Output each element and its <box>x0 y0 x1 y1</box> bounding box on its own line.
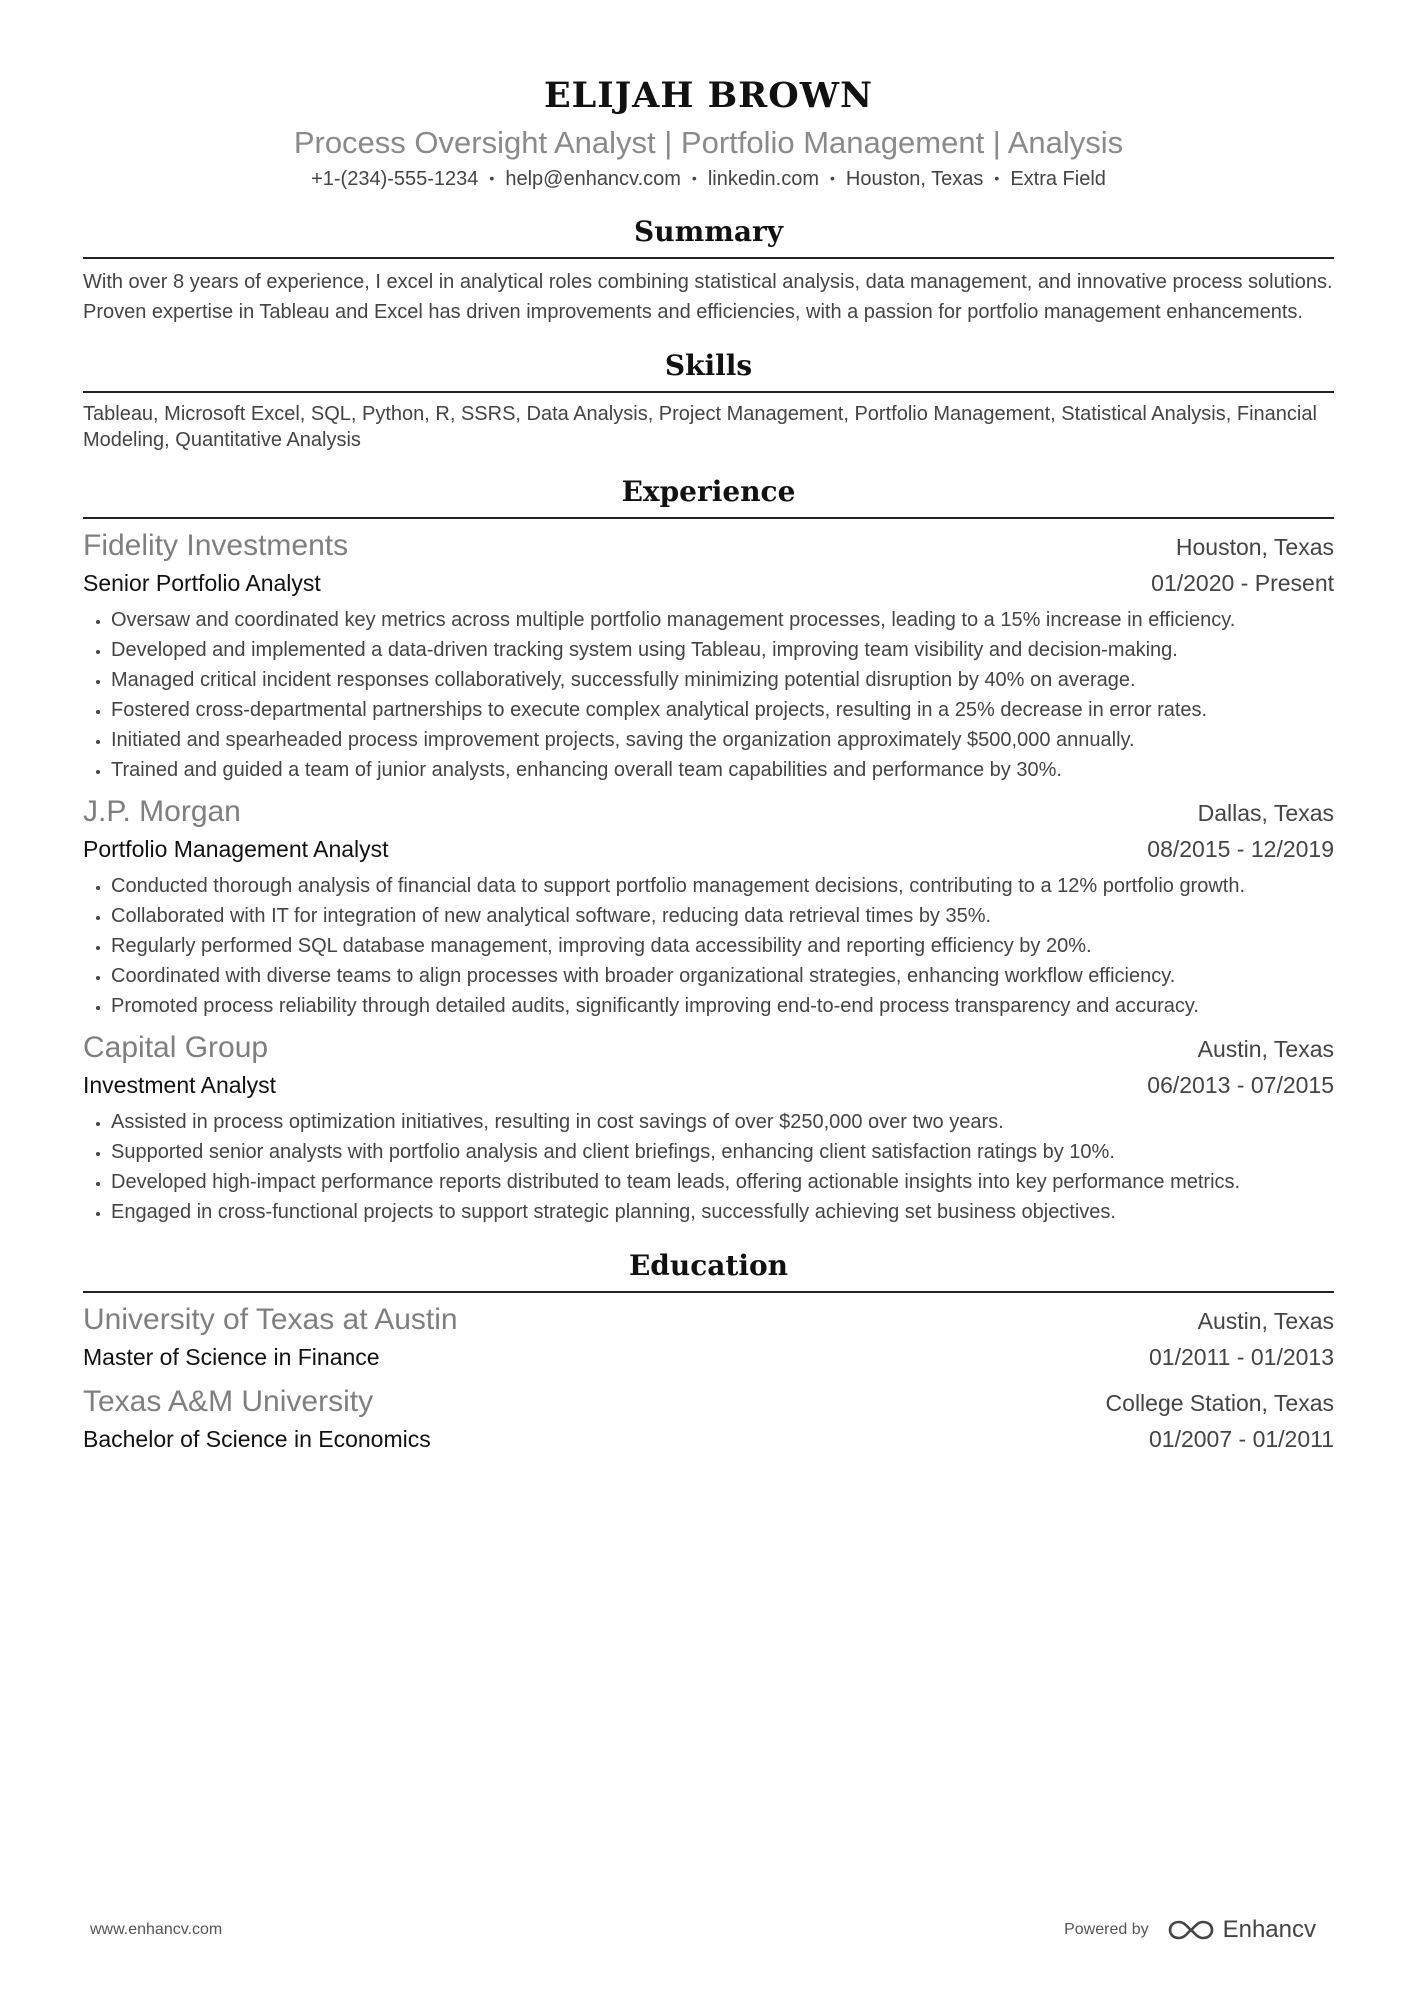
section-title-education: Education <box>83 1247 1334 1293</box>
job-dates: 08/2015 - 12/2019 <box>1147 836 1334 862</box>
job-location: Austin, Texas <box>1197 1036 1334 1062</box>
education-dates: 01/2007 - 01/2011 <box>1148 1426 1334 1452</box>
experience-entry <box>83 1029 1334 1227</box>
company-name: Fidelity Investments <box>83 529 349 562</box>
achievement-item: • Fostered cross-departmental partnerships to execute complex analytical projects, resulting in a 25% decrease in error rates. <box>111 695 1334 725</box>
achievement-item: • Assisted in process optimization initiatives, resulting in cost savings of over $250,000 over two years. <box>111 1107 1334 1137</box>
achievement-item: • Conducted thorough analysis of financial data to support portfolio management decisions, contributing to a 12% portfolio growth. <box>111 871 1334 901</box>
summary-text: With over 8 years of experience, I excel in analytical roles combining statistical analysis, data management, and innovative process solutions. Proven expertise in Tableau and Excel has driven improvements and efficiencies, with a passion for portfolio management enhancements. <box>83 271 1333 323</box>
candidate-headline: Process Oversight Analyst | Portfolio Management | Analysis <box>293 125 1124 160</box>
section-title-summary: Summary <box>83 213 1334 259</box>
brand-name: Enhancv <box>1222 1916 1316 1943</box>
skills-section <box>83 347 1334 453</box>
school-location: Austin, Texas <box>1197 1308 1334 1334</box>
achievement-item: • Developed high-impact performance reports distributed to team leads, offering actionable insights into key performance metrics. <box>111 1167 1334 1197</box>
contact-extra-field: Extra Field <box>1010 168 1106 190</box>
contact-info <box>83 164 1334 193</box>
summary-section <box>83 213 1334 327</box>
achievement-item: • Supported senior analysts with portfolio analysis and client briefings, enhancing client satisfaction ratings by 10%. <box>111 1137 1334 1167</box>
company-name: J.P. Morgan <box>83 795 241 828</box>
achievement-item: • Managed critical incident responses collaboratively, successfully minimizing potential disruption by 40% on average. <box>111 665 1334 695</box>
school-name: University of Texas at Austin <box>83 1303 458 1336</box>
achievement-item: • Initiated and spearheaded process improvement projects, saving the organization approximately $500,000 annually. <box>111 725 1334 755</box>
job-title: Investment Analyst <box>83 1072 277 1098</box>
education-dates: 01/2011 - 01/2013 <box>1148 1344 1334 1370</box>
degree-name: Master of Science in Finance <box>83 1344 380 1370</box>
bullet-separator: • <box>489 170 495 186</box>
achievement-list <box>83 1107 1334 1227</box>
school-name: Texas A&M University <box>83 1385 374 1418</box>
experience-entry <box>83 527 1334 785</box>
powered-by <box>1064 1916 1316 1944</box>
section-title-experience: Experience <box>83 473 1334 519</box>
company-name: Capital Group <box>83 1031 269 1064</box>
experience-section <box>83 473 1334 1227</box>
contact-linkedin[interactable]: linkedin.com <box>707 168 819 190</box>
experience-entry <box>83 793 1334 1021</box>
job-title: Portfolio Management Analyst <box>83 836 389 862</box>
contact-email[interactable]: help@enhancv.com <box>505 168 681 190</box>
achievement-list <box>83 605 1334 785</box>
brand-logo[interactable] <box>1167 1916 1316 1944</box>
achievement-item: • Coordinated with diverse teams to align processes with broader organizational strategies, enhancing workflow efficiency. <box>111 961 1334 991</box>
achievement-item: • Oversaw and coordinated key metrics across multiple portfolio management processes, leading to a 15% increase in efficiency. <box>111 605 1334 635</box>
achievement-item: • Collaborated with IT for integration of new analytical software, reducing data retrieval times by 35%. <box>111 901 1334 931</box>
school-location: College Station, Texas <box>1105 1390 1334 1416</box>
bullet-separator: • <box>830 170 835 186</box>
page-footer <box>90 1910 1316 1950</box>
contact-phone: +1-(234)-555-1234 <box>311 168 479 190</box>
bullet-separator: • <box>691 170 697 186</box>
education-section <box>83 1247 1334 1457</box>
contact-location: Houston, Texas <box>845 168 984 190</box>
education-entry <box>83 1301 1334 1375</box>
job-dates: 06/2013 - 07/2015 <box>1147 1072 1334 1098</box>
job-location: Dallas, Texas <box>1197 800 1334 826</box>
achievement-item: • Engaged in cross-functional projects to support strategic planning, successfully achieving set business objectives. <box>111 1197 1334 1227</box>
job-dates: 01/2020 - Present <box>1151 570 1334 596</box>
job-location: Houston, Texas <box>1175 534 1334 560</box>
job-title: Senior Portfolio Analyst <box>83 570 321 596</box>
skills-text: Tableau, Microsoft Excel, SQL, Python, R, SSRS, Data Analysis, Project Management, Portfolio Management, Statistical Analysis, Financial Modeling, Quantitative Analysis <box>83 403 1317 451</box>
achievement-list <box>83 871 1334 1021</box>
infinity-logo-icon <box>1167 1918 1215 1942</box>
education-entry <box>83 1383 1334 1457</box>
achievement-item: • Promoted process reliability through detailed audits, significantly improving end-to-end process transparency and accuracy. <box>111 991 1334 1021</box>
section-title-skills: Skills <box>83 347 1334 393</box>
degree-name: Bachelor of Science in Economics <box>83 1426 431 1452</box>
achievement-item: • Developed and implemented a data-driven tracking system using Tableau, improving team visibility and decision-making. <box>111 635 1334 665</box>
achievement-item: • Regularly performed SQL database management, improving data accessibility and reporting efficiency by 20%. <box>111 931 1334 961</box>
resume-page <box>83 70 1334 1457</box>
achievement-item: • Trained and guided a team of junior analysts, enhancing overall team capabilities and performance by 30%. <box>111 755 1334 785</box>
resume-header <box>83 70 1334 193</box>
powered-by-label: Powered by <box>1064 1921 1149 1938</box>
candidate-name: ELIJAH BROWN <box>543 75 874 116</box>
bullet-separator: • <box>994 170 1000 186</box>
footer-website-link[interactable]: www.enhancv.com <box>90 1921 223 1938</box>
